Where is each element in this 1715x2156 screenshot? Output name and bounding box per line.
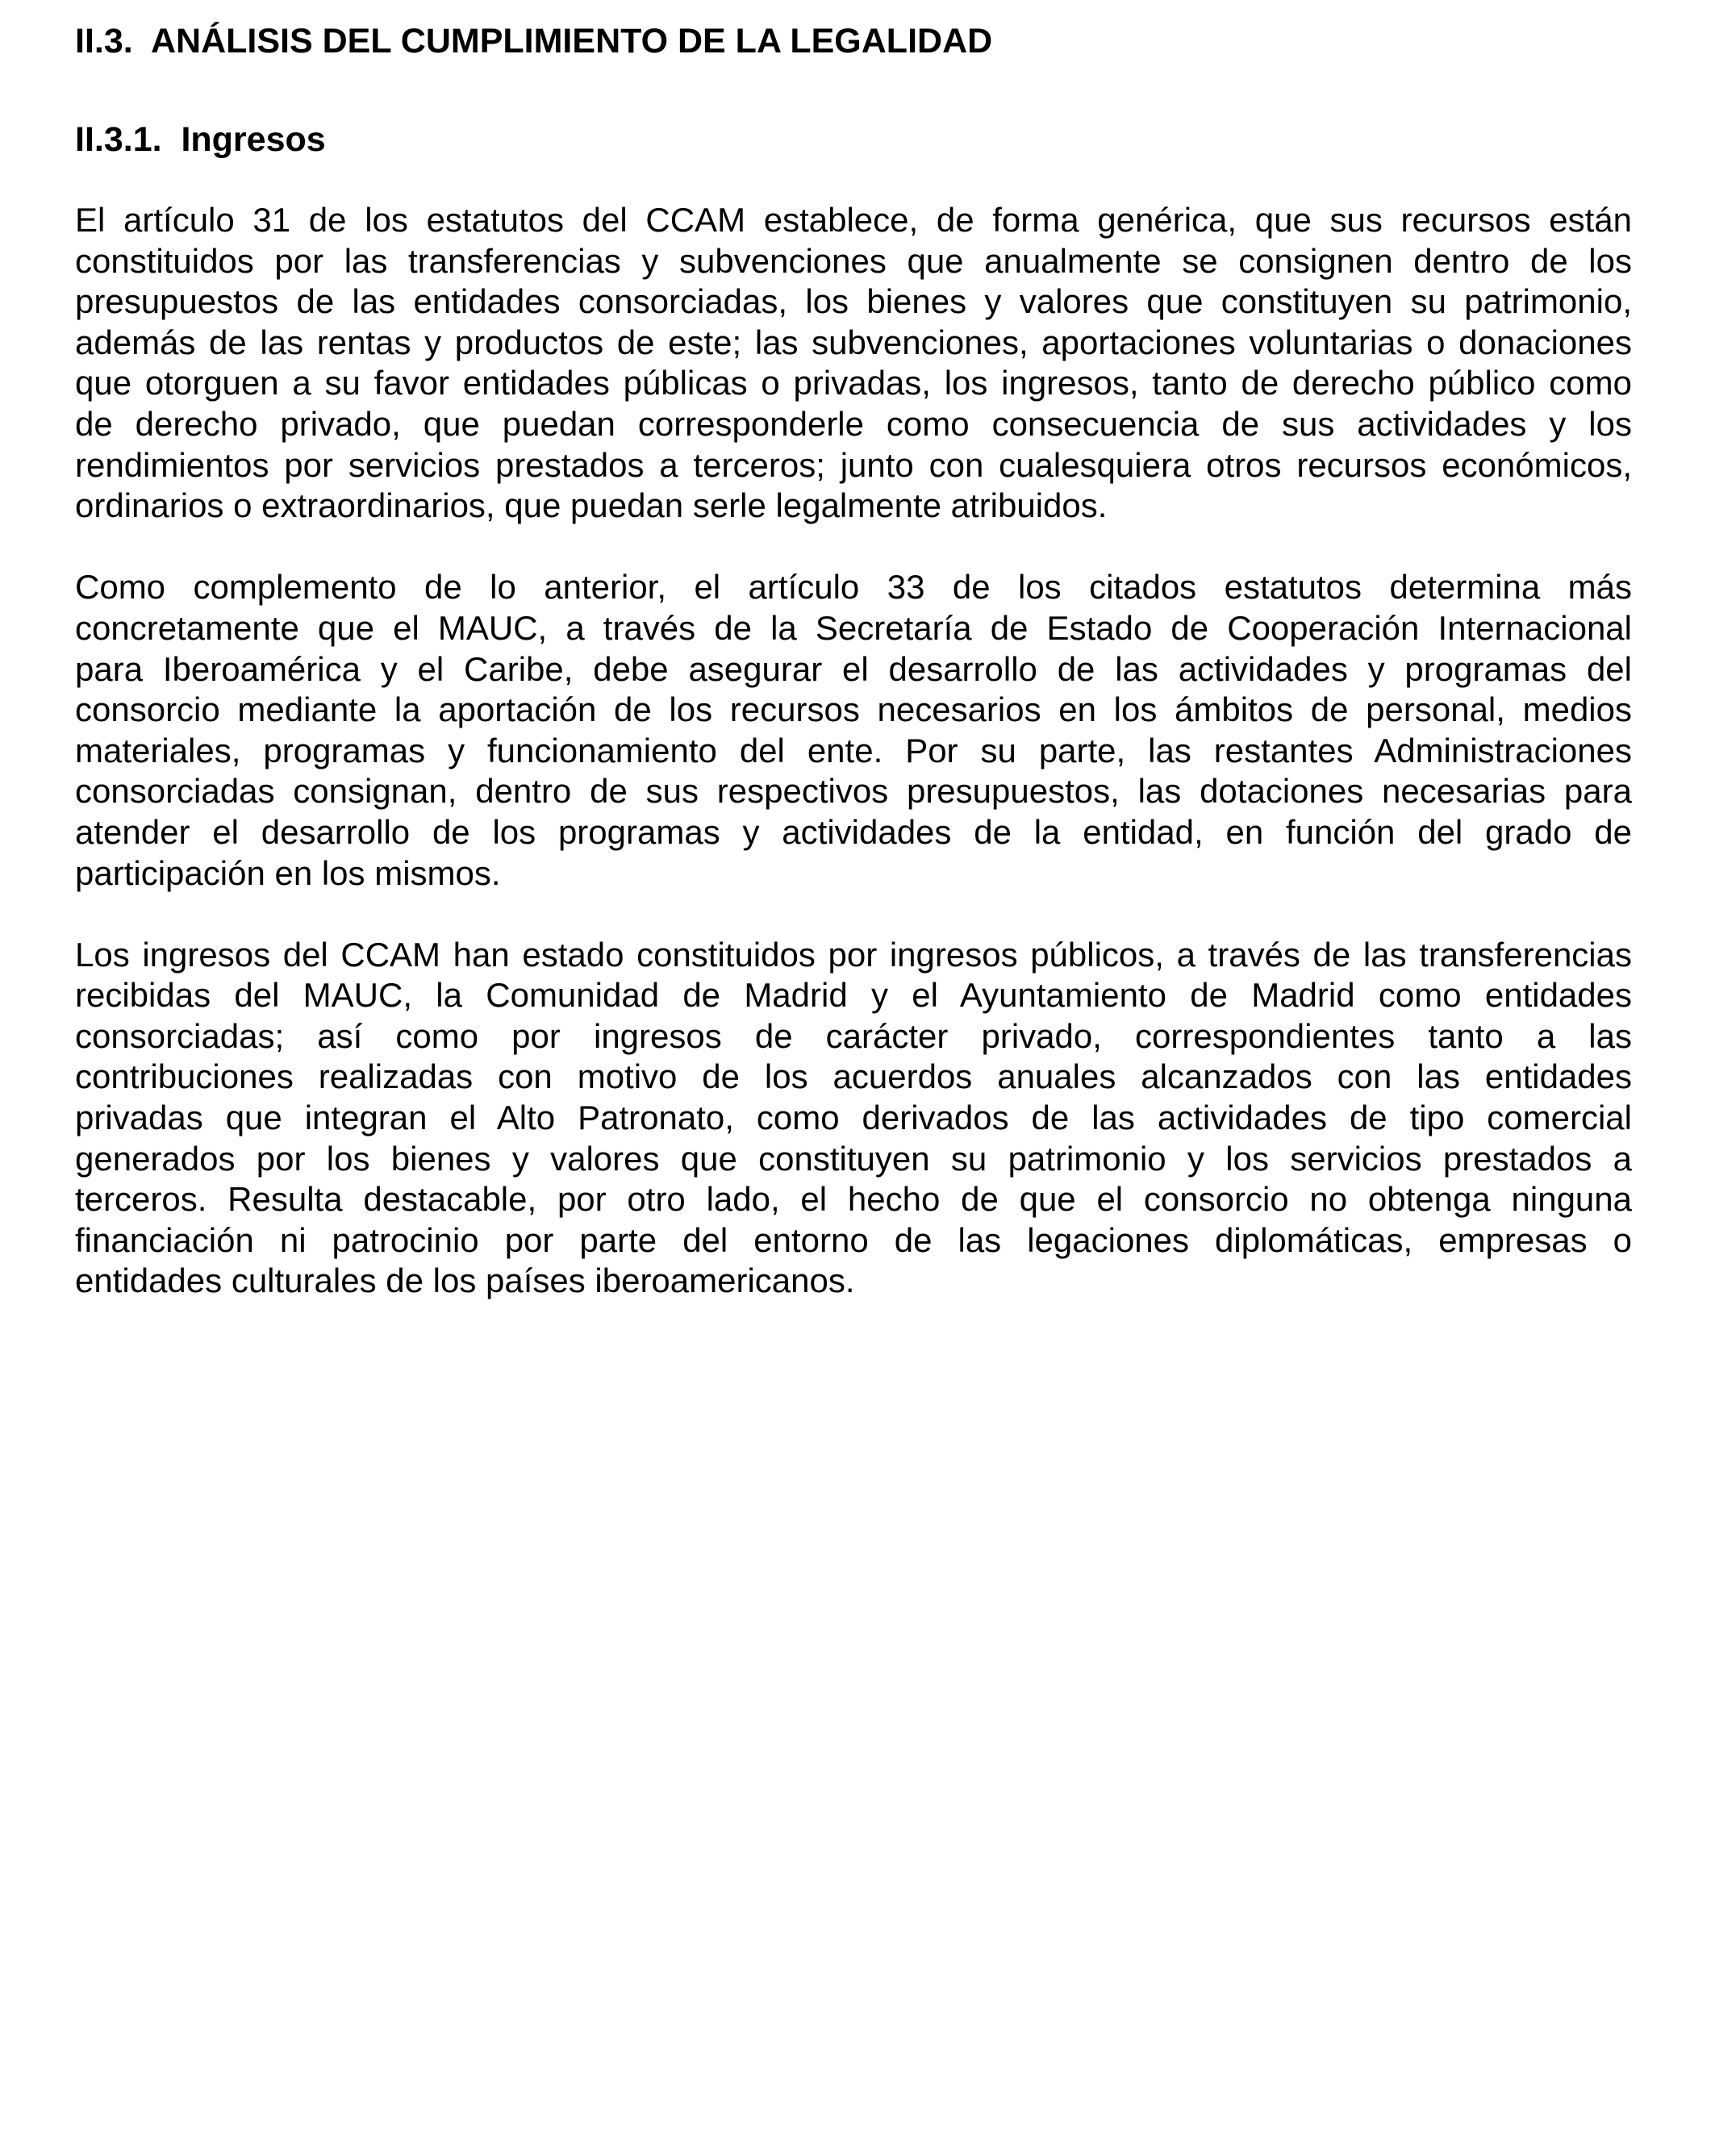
paragraph-line: de derecho privado, que puedan corresponderle como consecuencia de sus actividades y los xyxy=(75,404,1632,443)
paragraph-line: consorciadas; así como por ingresos de carácter privado, correspondientes tanto a las xyxy=(75,1016,1632,1055)
paragraph xyxy=(75,567,1632,894)
paragraph-line: contribuciones realizadas con motivo de los acuerdos anuales alcanzados con las entidades xyxy=(75,1057,1632,1096)
subsection-heading: II.3.1. Ingresos xyxy=(75,120,326,159)
paragraph-line: terceros. Resulta destacable, por otro lado, el hecho de que el consorcio no obtenga ninguna xyxy=(75,1180,1632,1219)
paragraph-line: consorcio mediante la aportación de los recursos necesarios en los ámbitos de personal, medios xyxy=(75,690,1632,729)
document-body xyxy=(75,200,1632,1343)
paragraph xyxy=(75,935,1632,1302)
paragraph-line: generados por los bienes y valores que constituyen su patrimonio y los servicios prestados a xyxy=(75,1139,1632,1178)
paragraph-line: privadas que integran el Alto Patronato, como derivados de las actividades de tipo comercial xyxy=(75,1099,1632,1137)
paragraph-line: El artículo 31 de los estatutos del CCAM establece, de forma genérica, que sus recursos están xyxy=(75,201,1632,239)
paragraph xyxy=(75,200,1632,527)
paragraph-line: además de las rentas y productos de este; las subvenciones, aportaciones voluntarias o donaciones xyxy=(75,323,1632,361)
paragraph-line: Los ingresos del CCAM han estado constituidos por ingresos públicos, a través de las transferencias xyxy=(75,935,1632,974)
paragraph-line: materiales, programas y funcionamiento del ente. Por su parte, las restantes Administraciones xyxy=(75,731,1632,769)
paragraph-line: atender el desarrollo de los programas y actividades de la entidad, en función del grado de xyxy=(75,812,1632,851)
paragraph-line: presupuestos de las entidades consorciadas, los bienes y valores que constituyen su patrimonio, xyxy=(75,282,1632,321)
paragraph-line: ordinarios o extraordinarios, que puedan serle legalmente atribuidos. xyxy=(75,486,1108,525)
section-heading: II.3. ANÁLISIS DEL CUMPLIMIENTO DE LA LEGALIDAD xyxy=(75,22,993,60)
paragraph-line: recibidas del MAUC, la Comunidad de Madrid y el Ayuntamiento de Madrid como entidades xyxy=(75,976,1632,1015)
paragraph-line: concretamente que el MAUC, a través de la Secretaría de Estado de Cooperación Internacional xyxy=(75,608,1632,647)
paragraph-line: Como complemento de lo anterior, el artículo 33 de los citados estatutos determina más xyxy=(75,568,1632,607)
paragraph-line: entidades culturales de los países iberoamericanos. xyxy=(75,1261,855,1300)
paragraph-line: que otorguen a su favor entidades públicas o privadas, los ingresos, tanto de derecho público como xyxy=(75,364,1632,402)
paragraph-line: constituidos por las transferencias y subvenciones que anualmente se consignen dentro de los xyxy=(75,241,1632,280)
paragraph-line: participación en los mismos. xyxy=(75,853,501,892)
paragraph-line: consorciadas consignan, dentro de sus respectivos presupuestos, las dotaciones necesarias para xyxy=(75,772,1632,811)
paragraph-line: rendimientos por servicios prestados a terceros; junto con cualesquiera otros recursos económicos, xyxy=(75,445,1632,484)
paragraph-line: financiación ni patrocinio por parte del entorno de las legaciones diplomáticas, empresas o xyxy=(75,1220,1632,1259)
paragraph-line: para Iberoamérica y el Caribe, debe asegurar el desarrollo de las actividades y programas del xyxy=(75,649,1632,688)
